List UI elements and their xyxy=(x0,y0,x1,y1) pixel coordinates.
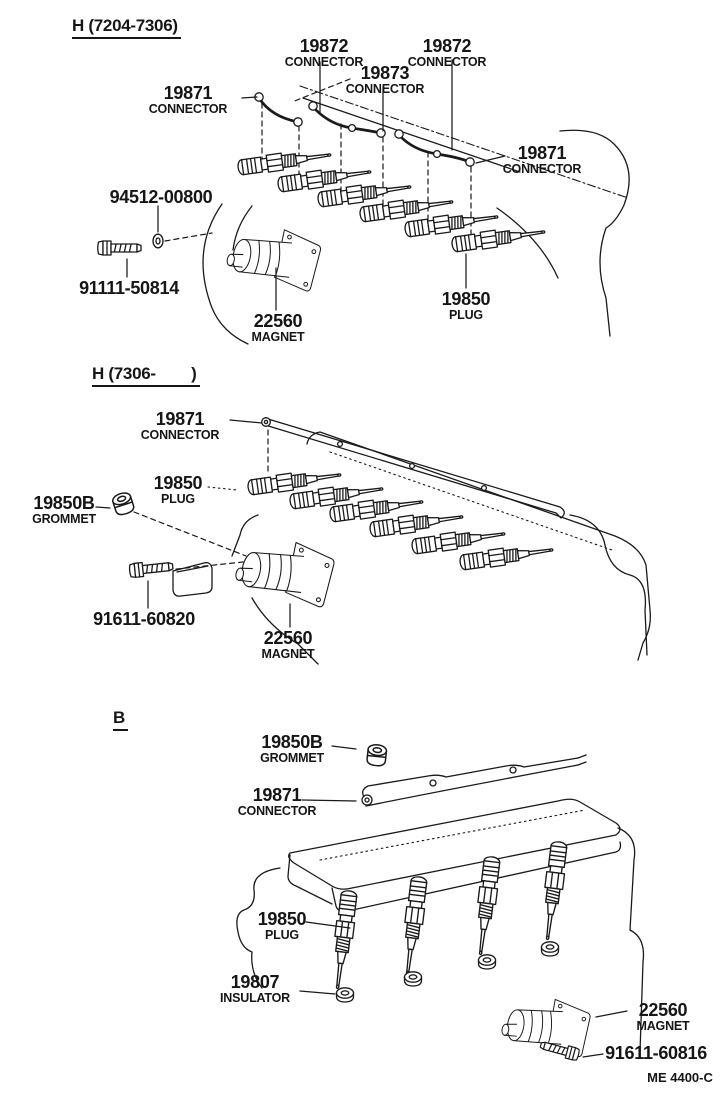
part-label xyxy=(130,410,230,442)
part-label xyxy=(91,188,231,207)
part-name: CONNECTOR xyxy=(284,54,364,69)
part-label xyxy=(138,84,238,116)
glow-plug-icon xyxy=(399,876,429,976)
grommet-icon xyxy=(367,744,387,767)
insulator-washer-icon xyxy=(337,988,354,1002)
part-number: 22560 xyxy=(253,311,303,331)
magnet-icon xyxy=(224,221,322,292)
part-name: CONNECTOR xyxy=(148,101,228,116)
part-number: 19872 xyxy=(422,36,472,56)
part-name: MAGNET xyxy=(636,1018,690,1033)
part-label xyxy=(586,1044,726,1063)
part-label xyxy=(335,64,435,96)
part-name: PLUG xyxy=(161,491,195,506)
glow-plug-icon xyxy=(539,841,569,941)
part-label xyxy=(242,733,342,765)
part-name: MAGNET xyxy=(251,329,305,344)
part-number: 19871 xyxy=(517,143,567,163)
part-name: MAGNET xyxy=(261,646,315,661)
part-label xyxy=(613,1001,713,1033)
part-name: CONNECTOR xyxy=(407,54,487,69)
part-number: 22560 xyxy=(638,1000,688,1020)
part-number: 19871 xyxy=(155,409,205,429)
page-code: ME 4400-C xyxy=(647,1070,713,1085)
part-number: 19850 xyxy=(441,289,491,309)
part-name: CONNECTOR xyxy=(237,803,317,818)
part-number: 19850 xyxy=(257,909,307,929)
part-number: 94512-00800 xyxy=(109,187,213,207)
glow-plug-icon xyxy=(459,541,554,571)
part-label xyxy=(416,290,516,322)
part-name: GROMMET xyxy=(32,511,96,526)
part-label xyxy=(227,786,327,818)
insulator-washer-icon xyxy=(405,972,422,986)
part-name: CONNECTOR xyxy=(140,427,220,442)
part-number: 19873 xyxy=(360,63,410,83)
bolt-icon xyxy=(129,559,173,577)
part-number: 19872 xyxy=(299,36,349,56)
part-name: CONNECTOR xyxy=(345,81,425,96)
section-header: B xyxy=(113,708,128,731)
part-name: INSULATOR xyxy=(220,990,290,1005)
part-number: 19807 xyxy=(230,972,280,992)
part-name: GROMMET xyxy=(260,750,324,765)
part-number: 19871 xyxy=(163,83,213,103)
glow-plug-icon xyxy=(472,856,502,956)
part-label xyxy=(74,610,214,629)
part-name: PLUG xyxy=(265,927,299,942)
part-label xyxy=(59,279,199,298)
magnet-icon xyxy=(233,533,337,608)
part-number: 91611-60816 xyxy=(605,1043,707,1063)
part-name: PLUG xyxy=(449,307,483,322)
grommet-ring-icon xyxy=(153,234,163,248)
part-label xyxy=(232,910,332,942)
insulator-washer-icon xyxy=(479,955,496,969)
insulator-washer-icon xyxy=(542,942,559,956)
part-number: 91611-60820 xyxy=(93,609,195,629)
part-label xyxy=(238,629,338,661)
glow-plug-icon xyxy=(329,890,359,990)
section-header: H (7204-7306) xyxy=(72,16,181,39)
part-number: 91111-50814 xyxy=(79,278,179,298)
part-label xyxy=(128,474,228,506)
part-label xyxy=(14,494,114,526)
part-number: 19850B xyxy=(261,732,323,752)
part-number: 19871 xyxy=(252,785,302,805)
connector-rail-icon xyxy=(362,755,586,806)
part-number: 22560 xyxy=(263,628,313,648)
part-name: CONNECTOR xyxy=(502,161,582,176)
part-number: 19850 xyxy=(153,473,203,493)
section2-leader-lines xyxy=(96,420,290,627)
bolt-icon xyxy=(98,241,141,255)
part-label xyxy=(492,144,592,176)
part-label xyxy=(397,37,497,69)
part-label xyxy=(205,973,305,1005)
part-number: 19850B xyxy=(33,493,95,513)
section-header: H (7306- ) xyxy=(92,364,200,387)
part-label xyxy=(228,312,328,344)
